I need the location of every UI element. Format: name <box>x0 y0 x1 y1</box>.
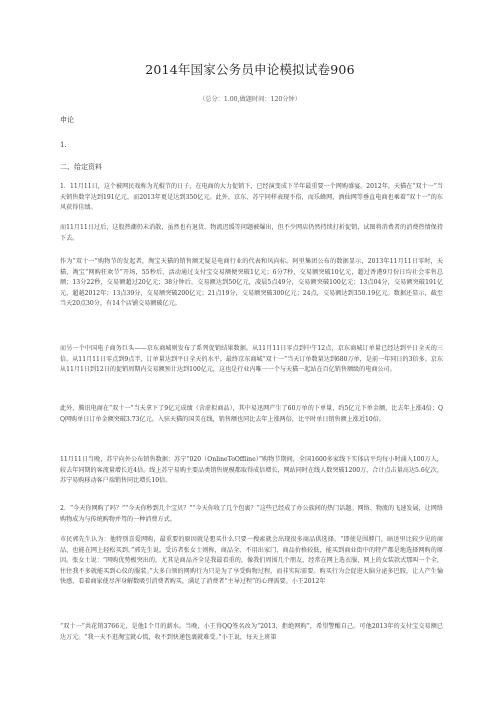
paragraph-4: 而另一个中国电子商务巨头——京东商城则发布了系列促销结果数据。从11月11日零点到中午12点，京东商城订单量已经达到平日全天的三倍。从11月11日零点到9点半，订单量达到平日全天的水平。最终京东商城“双十一”当天订单数量达到680万单，是前一年同日的3倍多。京东从11月1日到12日的促销周期内交易额预计达到100亿元，这也是行业内唯一一个与天猫一起站在百亿销售额级的电商公司。 <box>60 345 443 374</box>
paragraph-2: 而11月11日过后，这股热潮仍未消散，虽然也有退货、物流迟缓等问题被爆出，但不少网店仍然持续打折促销，试图将消费者的消费热情保持下去。 <box>60 224 443 242</box>
paragraph-8: 市民郭先生认为：他特别喜爱网购，最重要的原因就是想买什么只要一搜索就会出现很多商品供选择。“即使是围脖门，暗送里比较少见的商品，也能在网上轻松买到。”郭先生说。受访者张女士则称，商品全、不用出家门，商品价格较低，能买到商业街中的特产都是地选择网购的原因。张女士说：“网购优势极突出的，尤其是商品齐全是我最看重的，像我们周围几个朋友，经常在网上选衣服，网上的女装款式那叫一个全，往往我不多就能买到心仪的服装。”大多白领的网购行为只是为了享受购物过程，而非实际需要。购买行为会促进大脑分泌多巴胺，让人产生愉快感，看着商家使尽浑身解数吸引消费者购买，满足了消费者“主导过程”的心理需要。小王2012年 <box>60 536 443 586</box>
section-heading-shenlun: 申论 <box>60 116 74 124</box>
paragraph-1: 1．11月11日，这个被网民戏称为光棍节的日子，在电商的大力促销下，已经演变成下半年最重要一个网购盛宴。2012年，天猫在“双十一”当天销售数字达到191亿元，而2013年更是达到350亿元。此外，京东、苏宁同样表现不俗，而乐蜂网、酒仙网等垂直电商也乘着“双十一”的东风获得佳绩。 <box>60 183 443 212</box>
paragraph-6: 11月11日当晚，苏宁向外公布销售数据：苏宁“020（OnlineToOffline）”购物节期间，全国1600多家线下实体店平均每小时涌入100万人，较去年同期的客流量增长近4倍。线上苏宁易购主要品类销售规模都取得成倍增长，网站同时在线人数突破1200万，合计点击量高达5.6亿次，苏宁易购移动客户端销售同比增长10倍。 <box>60 456 443 485</box>
paragraph-7: 2．“今天你网购了吗？”“今天你秒到几个宝贝？”“今天你收了几个包裹？”这些已经成了办公族间的热门话题。网络、物流的飞速发展，让网络购物成为与传统购物并驾的一种消费方式。 <box>60 505 443 523</box>
document-title: 2014年国家公务员申论模拟试卷906 <box>145 62 355 77</box>
paragraph-5: 此外，腾讯电商在“双十一”当天拿下了9亿元成绩（含虚拟商品），其中易迅网产生了60万单的下单量，约5亿元下单金额，比去年上涨4倍；QQ网购单日订单金额突破3.73亿元。入驻天猫的国美在线，销售额也同比去年上涨两倍，比平时单日销售额上涨近10倍。 <box>60 405 443 423</box>
document-subtitle: （总分：1.00,做题时间：120分钟） <box>199 96 301 103</box>
question-number: 1. <box>60 141 67 149</box>
section-heading-materials: 二、给定资料 <box>60 163 102 171</box>
paragraph-3: 作为“双十一”购物节的发起者，淘宝天猫的销售额无疑是电商行业的代表和风向标。阿里集团公布的数据显示，2013年11月11日零时，天猫、淘宝“网购狂欢节”开场，55秒后，活动通过支付宝交易额便突破1亿元；6分7秒，交易额突破10亿元，超过香港9月份日均社会零售总额；13分22秒，交易额超过20亿元；38分钟后，交易额达到50亿元，凌晨5点49分，交易额突破100亿元；13点04分，交易额突破191亿元，超越2012年；13点39分，交易额突破200亿元；21点19分，交易额突破300亿元；24点，交易额达到350.19亿元。数据还显示，截至当天20点30分，有14个店铺交易额破亿元。 <box>60 258 443 308</box>
paragraph-9: “双十一”共花销3766元，是他1个月的薪水。当晚，小王得QQ签名改为“2013，拒绝网购”，希望警醒自己。可他2013年的支付宝交易额已达万元。“我一天不逛淘宝就心慌，收不到快递包裹就难受。”小王说，每天上班第 <box>60 623 443 641</box>
